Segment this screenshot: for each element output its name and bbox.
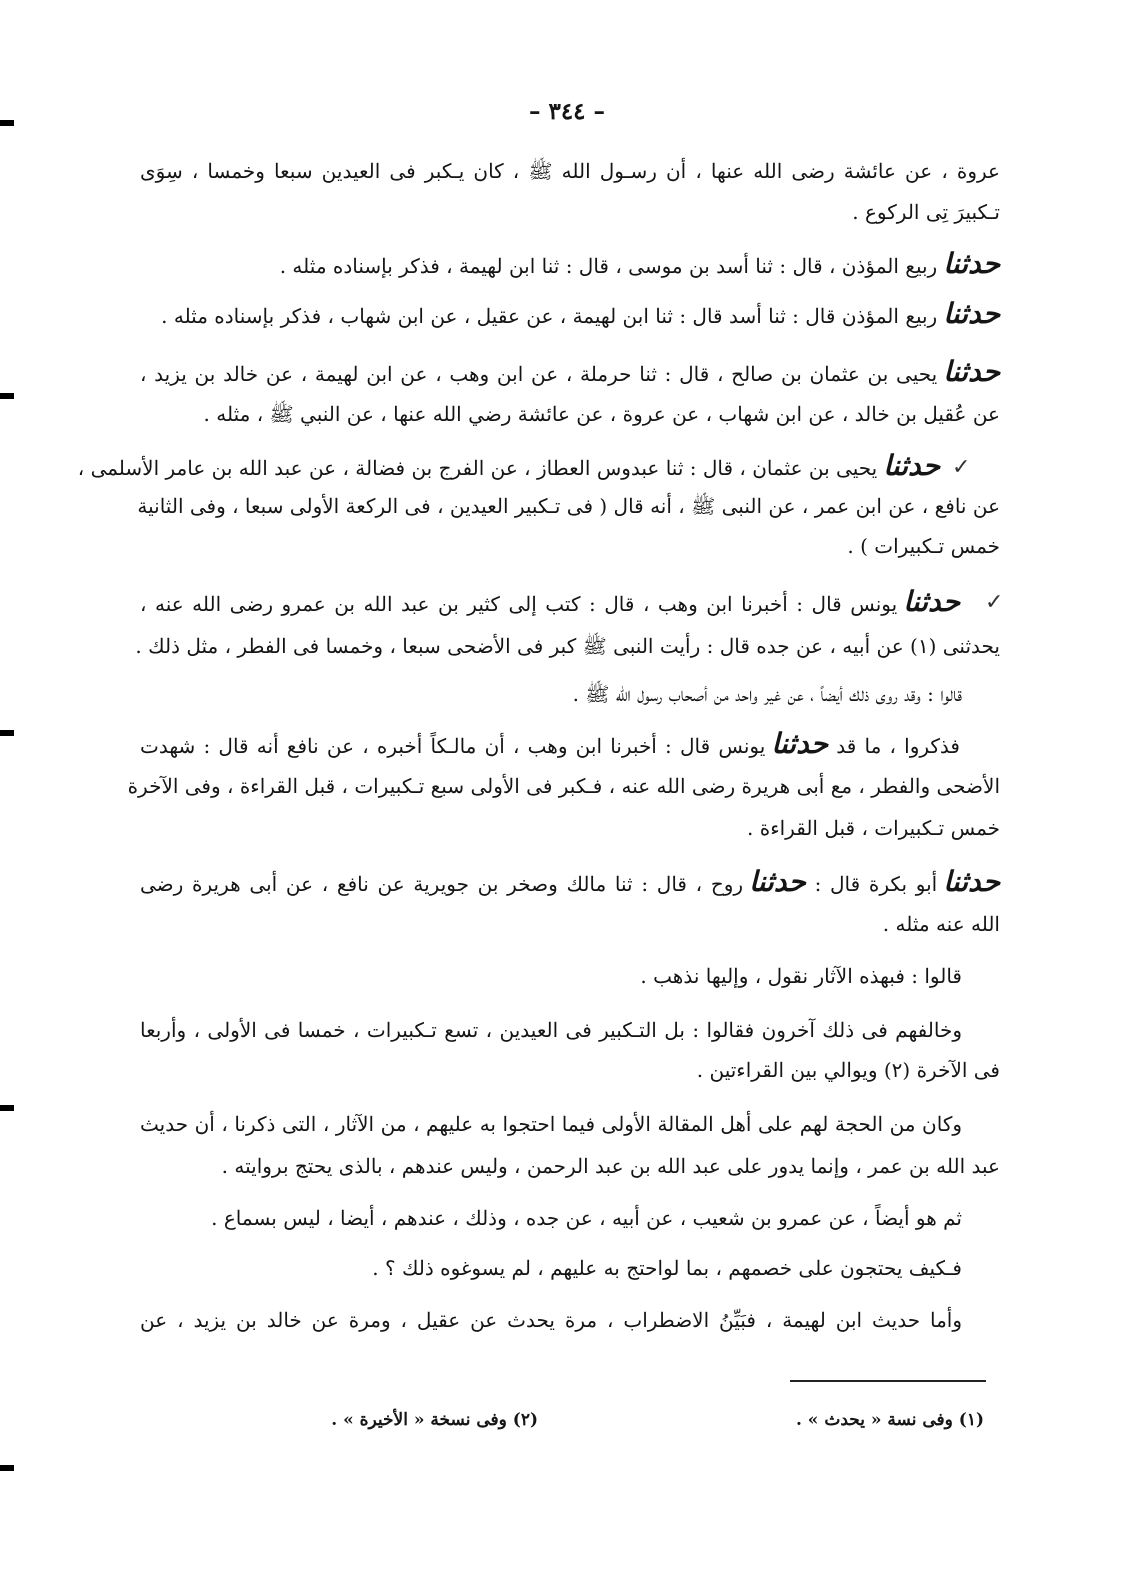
hadith-line (140, 355, 1000, 388)
scan-edge-mark (0, 393, 14, 399)
text-span: يونس قال : أخبرنا ابن وهب ، قال : كتب إلى كثير بن عبد الله بن عمرو رضى الله عنه ، (140, 592, 898, 616)
page-number: – ٣٤٤ – (528, 98, 606, 125)
text-span: أبو بكرة قال : (814, 872, 938, 896)
haddathana-keyword: حدثنا (749, 865, 806, 898)
text-line: فـكيف يحتجون على خصمهم ، بما لواحتج به عليهم ، لم يسوغوه ذلك ؟ . (372, 1256, 962, 1280)
text-line: عروة ، عن عائشة رضى الله عنها ، أن رسـول الله ﷺ ، كان يـكبر فى العيدين سبعا وخمسا ، سِوَى (140, 159, 1000, 183)
text-line: تـكبيرَ تِى الركوع . (852, 200, 1000, 224)
hadith-line (140, 727, 960, 760)
text-line: يحدثنى (١) عن أبيه ، عن جده قال : رأيت النبى ﷺ كبر فى الأضحى سبعا ، وخمسا فى الفطر ، مثل ذلك . (135, 634, 1000, 658)
text-line: خمس تـكبيرات ، قبل القراءة . (747, 816, 1000, 840)
text-span: يحيى بن عثمان بن صالح ، قال : ثنا حرملة ، عن ابن وهب ، عن ابن لهيمة ، عن خالد بن يزيد ، (140, 362, 938, 386)
hadith-line (77, 449, 940, 482)
haddathana-keyword: حدثنا (943, 297, 1000, 330)
haddathana-keyword: حدثنا (771, 727, 829, 760)
text-line: وخالفهم فى ذلك آخرون فقالوا : بل التـكبير فى العيدين ، تسع تـكبيرات ، خمسا فى الأولى ، وأربعا (140, 1018, 962, 1042)
text-line: قالوا : فبهذه الآثار نقول ، وإليها نذهب . (640, 964, 962, 988)
text-span: يونس قال : أخبرنا ابن وهب ، أن مالـكاً أخبره ، عن نافع أنه قال : شهدت (140, 734, 766, 758)
scan-edge-mark (0, 120, 14, 126)
text-line: وكان من الحجة لهم على أهل المقالة الأولى فيما احتجوا به عليهم ، من الآثار ، التى ذكرنا ، أن حديث (140, 1112, 962, 1136)
text-line: ثم هو أيضاً ، عن عمرو بن شعيب ، عن أبيه ، عن جده ، وذلك ، عندهم ، أيضا ، ليس بسماع . (211, 1206, 962, 1230)
text-line: قالوا : وقد روى ذلك أيضاً ، عن غير واحد من أصحاب رسول الله ﷺ . (572, 682, 962, 706)
scan-edge-mark (0, 1105, 14, 1111)
text-span: روح ، قال : ثنا مالك وصخر بن جويرية عن نافع ، عن أبى هريرة رضى (140, 872, 744, 896)
margin-check-icon: ✓ (952, 455, 971, 480)
text-line: خمس تـكبيرات ) . (847, 534, 1000, 558)
text-line: عن نافع ، عن ابن عمر ، عن النبى ﷺ ، أنه قال ( فى تـكبير العيدين ، فى الركعة الأولى سبعا ، وفى الثانية (137, 494, 1000, 518)
scan-edge-mark (0, 1465, 14, 1471)
text-line: وأما حديث ابن لهيمة ، فبَيِّنُ الاضطراب ، مرة يحدث عن عقيل ، ومرة عن خالد بن يزيد ، عن (140, 1308, 962, 1332)
margin-check-icon: ✓ (985, 590, 1004, 615)
hadith-line (140, 585, 960, 618)
text-line: عن عُقيل بن خالد ، عن ابن شهاب ، عن عروة ، عن عائشة رضي الله عنها ، عن النبي ﷺ ، مثله . (203, 402, 1000, 426)
text-span: فذكروا ، ما قد (836, 734, 960, 758)
haddathana-keyword: حدثنا (883, 449, 940, 482)
hadith-line (161, 297, 1000, 330)
haddathana-keyword: حدثنا (943, 247, 1000, 280)
footnote-divider (790, 1380, 986, 1382)
text-line: عبد الله بن عمر ، وإنما يدور على عبد الله بن عبد الرحمن ، وليس عندهم ، بالذى يحتج بروايته . (221, 1154, 1000, 1178)
hadith-line (140, 865, 1000, 898)
text-span: ربيع المؤذن قال : ثنا أسد قال : ثنا ابن لهيمة ، عن عقيل ، عن ابن شهاب ، فذكر بإسناده مثله . (161, 304, 938, 328)
hadith-line (279, 247, 1000, 280)
text-line: الله عنه مثله . (882, 912, 1000, 936)
footnote-2: (٢) وفى نسخة « الأخيرة » . (331, 1410, 538, 1430)
text-span: ربيع المؤذن ، قال : ثنا أسد بن موسى ، قال : ثنا ابن لهيمة ، فذكر بإسناده مثله . (279, 254, 938, 278)
text-line: الأضحى والفطر ، مع أبى هريرة رضى الله عنه ، فـكبر فى الأولى سبع تـكبيرات ، قبل القراءة ، وفى الآخرة (127, 774, 1000, 798)
text-span: يحيى بن عثمان ، قال : ثنا عبدوس العطاز ، عن الفرج بن فضالة ، عن عبد الله بن عامر الأسلمى ، (77, 456, 878, 480)
haddathana-keyword: حدثنا (943, 865, 1000, 898)
scan-edge-mark (0, 730, 14, 736)
haddathana-keyword: حدثنا (903, 585, 960, 618)
footnote-1: (١) وفى نسة « يحدث » . (795, 1410, 984, 1430)
text-line: فى الآخرة (٢) ويوالي بين القراءتين . (696, 1058, 1000, 1082)
haddathana-keyword: حدثنا (943, 355, 1000, 388)
